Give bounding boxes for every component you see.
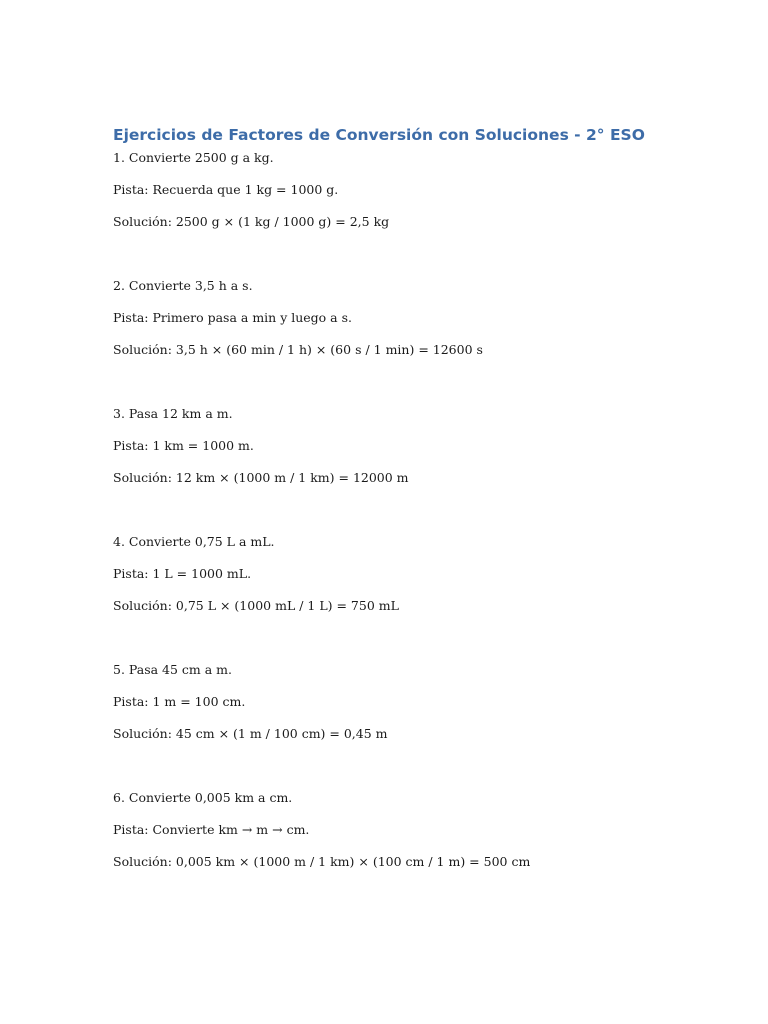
exercise-hint: Pista: Primero pasa a min y luego a s.: [113, 310, 352, 325]
exercise-hint: Pista: Convierte km → m → cm.: [113, 822, 310, 837]
exercise-solution: Solución: 12 km × (1000 m / 1 km) = 12000 m: [113, 470, 409, 485]
exercise-hint: Pista: 1 m = 100 cm.: [113, 694, 246, 709]
exercise-hint: Pista: Recuerda que 1 kg = 1000 g.: [113, 182, 339, 197]
exercise-item: [113, 406, 713, 486]
exercise-item: [113, 790, 713, 870]
exercise-solution: Solución: 45 cm × (1 m / 100 cm) = 0,45 m: [113, 726, 388, 741]
exercise-prompt: 3. Pasa 12 km a m.: [113, 406, 233, 421]
exercise-item: [113, 150, 713, 230]
exercise-solution: Solución: 3,5 h × (60 min / 1 h) × (60 s / 1 min) = 12600 s: [113, 342, 483, 357]
document-body: [113, 124, 713, 870]
page-title: Ejercicios de Factores de Conversión con Soluciones - 2° ESO: [113, 126, 645, 144]
exercise-item: [113, 278, 713, 358]
exercise-prompt: 2. Convierte 3,5 h a s.: [113, 278, 253, 293]
exercise-prompt: 6. Convierte 0,005 km a cm.: [113, 790, 293, 805]
exercise-prompt: 4. Convierte 0,75 L a mL.: [113, 534, 275, 549]
exercise-solution: Solución: 0,005 km × (1000 m / 1 km) × (100 cm / 1 m) = 500 cm: [113, 854, 531, 869]
exercise-solution: Solución: 2500 g × (1 kg / 1000 g) = 2,5 kg: [113, 214, 390, 229]
exercise-hint: Pista: 1 km = 1000 m.: [113, 438, 254, 453]
exercise-item: [113, 534, 713, 614]
exercise-prompt: 5. Pasa 45 cm a m.: [113, 662, 233, 677]
exercise-list: [113, 150, 713, 870]
exercise-hint: Pista: 1 L = 1000 mL.: [113, 566, 252, 581]
exercise-solution: Solución: 0,75 L × (1000 mL / 1 L) = 750 mL: [113, 598, 399, 613]
exercise-prompt: 1. Convierte 2500 g a kg.: [113, 150, 274, 165]
exercise-item: [113, 662, 713, 742]
